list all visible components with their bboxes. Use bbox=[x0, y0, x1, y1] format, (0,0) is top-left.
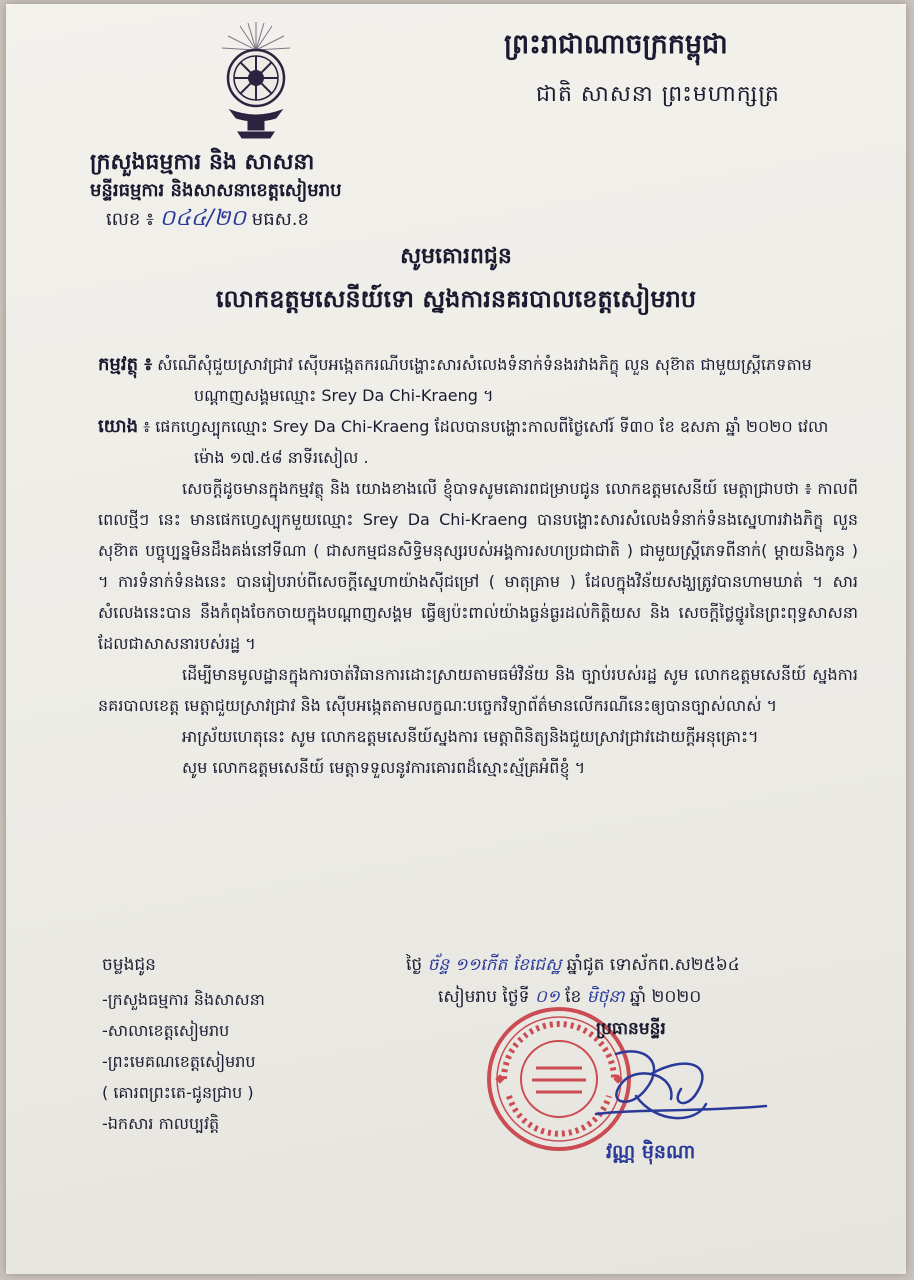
list-item: -ឯកសារ កាលប្បវត្តិ bbox=[102, 1114, 220, 1133]
national-motto: ជាតិ សាសនា ព្រះមហាក្សត្រ bbox=[536, 82, 780, 107]
subject-line bbox=[98, 349, 858, 411]
list-item: -ក្រសួងធម្មការ និងសាសនា bbox=[102, 990, 265, 1009]
body-paragraph: ដើម្បីមានមូលដ្ឋានក្នុងការចាត់វិធានការដោះស្រាយតាមធម៌វិន័យ និង ច្បាប់របស់រដ្ឋ សូម លោកឧត្តមសេនីយ៍ ស្នងការនគរបាលខេត្ត មេត្តាជួយស្រាវជ្រាវ និង ស៊ើបអង្កេតតាមលក្ខណៈបច្ចេកវិទ្យាព័ត៌មានលើករណីនេះឲ្យបានច្បាស់លាស់ ។ bbox=[98, 665, 858, 715]
reference-line bbox=[98, 411, 858, 473]
signer-name: វណ្ណ ម៉ិនណា bbox=[606, 1141, 696, 1163]
signer-title: ប្រធានមន្ទីរ bbox=[596, 1019, 666, 1039]
list-item: -ព្រះមេគណខេត្តសៀមរាប bbox=[102, 1052, 256, 1071]
reference-number bbox=[106, 204, 309, 236]
closing-paragraph: សូម លោកឧត្តមសេនីយ៍ មេត្តាទទួលនូវការគោរពដ៏ស្មោះស្ម័គ្រអំពីខ្ញុំ ។ bbox=[182, 758, 586, 777]
lunar-date-handwritten: ច័ន្ទ ១១កើត ខែជេស្ឋ bbox=[427, 955, 562, 975]
solar-date-prefix: សៀមរាប ថ្ងៃទី bbox=[438, 987, 530, 1007]
salutation-recipient: លោកឧត្តមសេនីយ៍ទោ ស្នងការនគរបាលខេត្តសៀមរាប bbox=[215, 285, 697, 313]
body-paragraph: សេចក្តីដូចមានក្នុងកម្មវត្ថុ និង យោងខាងលើ ខ្ញុំបាទសូមគោរពជម្រាបជូន លោកឧត្តមសេនីយ៍ មេត្តាជ្រាបថា ៖ កាលពីពេលថ្មីៗ នេះ មានផេកហ្វេស្បុកមួយឈ្មោះ Srey Da Chi-Kraeng បានបង្ហោះសារសំលេងទំនាក់ទំនងស្នេហារវាងភិក្ខុ លួន សុខ៊ាត បច្ចុប្បន្នមិនដឹងគង់នៅទីណា ( ជាសកម្មជនសិទ្ធិមនុស្សរបស់អង្គការសហប្រជាជាតិ ) ជាមួយស្រ្តីភេទពីនាក់( ម្តាយនិងកូន ) ។ ការទំនាក់ទំនងនេះ បានរៀបរាប់ពីសេចក្តីស្នេហាយ៉ាងស៊ីជម្រៅ ( មាតុគ្រាម ) ដែលក្នុងវិន័យសង្ឃត្រូវបានហាមឃាត់ ។ សារសំលេងនេះបាន នឹងកំពុងចែកចាយក្នុងបណ្តាញសង្គម ធ្វើឲ្យប៉ះពាល់យ៉ាងធ្ងន់ធ្ងរដល់កិត្តិយស និង សេចក្តីថ្លៃថ្នូរនៃព្រះពុទ្ធសាសនាដែលជាសាសនារបស់រដ្ឋ ។ bbox=[98, 479, 858, 653]
ref-label: លេខ ៖ bbox=[106, 209, 154, 230]
solar-year: ឆ្នាំ ២០២០ bbox=[629, 987, 702, 1007]
copies-list bbox=[102, 984, 265, 1139]
letter-body bbox=[98, 349, 858, 783]
handwritten-signature-icon bbox=[576, 1034, 776, 1144]
reference-text: ៖ ផេកហ្វេស្បុកឈ្មោះ Srey Da Chi-Kraeng ដែលបានបង្ហោះកាលពីថ្ងៃសៅរ៍ ទី៣០ ខែ ឧសភា ឆ្នាំ ២០២០ វេលាម៉ោង ១៧.៥៨ នាទីរសៀល . bbox=[143, 417, 829, 467]
lunar-date bbox=[406, 954, 740, 979]
lunar-date-prefix: ថ្ងៃ bbox=[406, 955, 423, 975]
kingdom-heading: ព្រះរាជាណាចក្រកម្ពុជា bbox=[504, 29, 728, 60]
ministry-name: ក្រសួងធម្មការ និង សាសនា bbox=[90, 150, 315, 175]
body-paragraph: អាស្រ័យហេតុនេះ សូម លោកឧត្តមសេនីយ៍ស្នងការ មេត្តាពិនិត្យនិងជួយស្រាវជ្រាវដោយក្តីអនុគ្រោះ។ bbox=[182, 727, 759, 746]
ref-number-handwritten: ០៤៤/២០ bbox=[159, 206, 247, 231]
lunar-date-suffix: ឆ្នាំជូត ទោស័កព.ស២៥៦៤ bbox=[566, 955, 740, 975]
salutation-respect: សូមគោរពជូន bbox=[400, 244, 512, 269]
solar-month-label: ខែ bbox=[565, 987, 582, 1007]
reference-label: យោង bbox=[98, 416, 138, 437]
dharma-wheel-emblem-icon bbox=[218, 20, 294, 142]
copies-title: ចម្លងជូន bbox=[102, 955, 156, 975]
department-name: មន្ទីរធម្មការ និងសាសនាខេត្តសៀមរាប bbox=[90, 180, 342, 201]
solar-month-handwritten: មិថុនា bbox=[586, 987, 625, 1007]
list-item: ( គោរពព្រះតេ-ជូនជ្រាប ) bbox=[102, 1083, 254, 1102]
subject-text: សំណើសុំជួយស្រាវជ្រាវ ស៊ើបអង្កេតករណីបង្ហោះសារសំលេងទំនាក់ទំនងរវាងភិក្ខុ លួន សុខ៊ាត ជាមួយស្រ្តីភេទតាមបណ្តាញសង្គមឈ្មោះ Srey Da Chi-Kraeng ។ bbox=[157, 355, 812, 405]
subject-label: កម្មវត្ថុ ៖ bbox=[98, 354, 153, 375]
letter-page bbox=[6, 4, 906, 1274]
ref-suffix: មធស.ខ bbox=[251, 209, 309, 230]
list-item: -សាលាខេត្តសៀមរាប bbox=[102, 1021, 230, 1040]
solar-day-handwritten: ០១ bbox=[534, 987, 560, 1007]
